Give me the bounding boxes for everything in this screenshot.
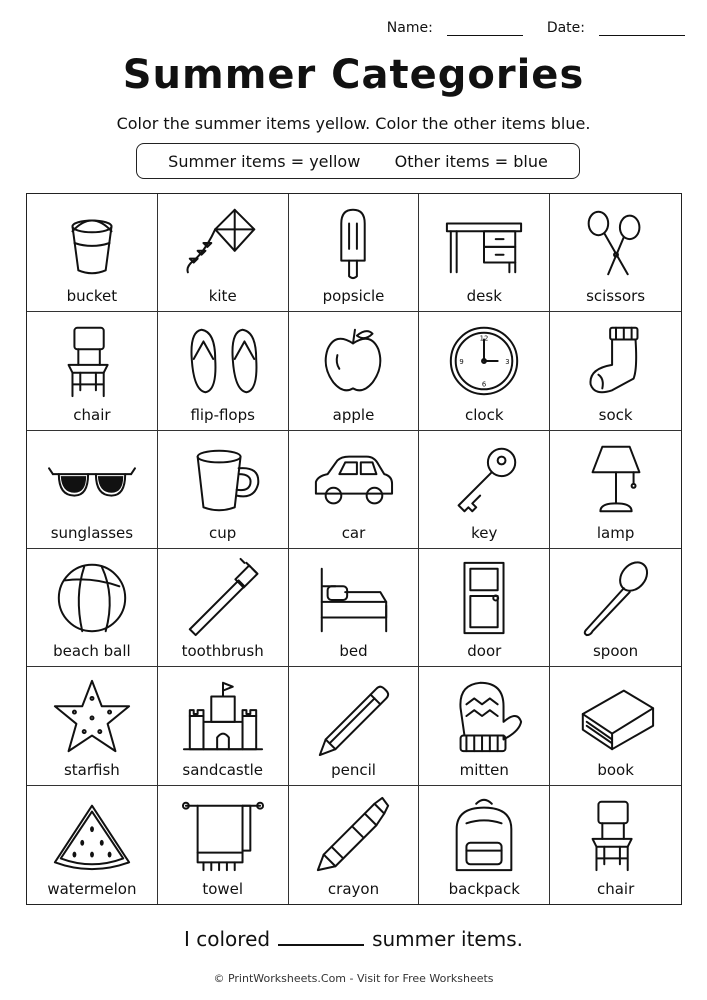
bed-icon	[305, 557, 401, 639]
instructions: Color the summer items yellow. Color the other items blue.	[116, 114, 591, 133]
watermelon-icon	[44, 794, 140, 876]
item-cell-beach-ball[interactable]	[27, 549, 158, 667]
item-label: car	[341, 524, 366, 542]
key-summer: Summer items = yellow	[168, 151, 361, 171]
item-cell-sunglasses[interactable]	[27, 431, 158, 549]
name-label: Name:	[386, 20, 433, 36]
item-label: chair	[73, 405, 111, 424]
item-cell-mitten[interactable]	[419, 667, 550, 785]
item-label: sock	[598, 405, 633, 424]
answer-blank[interactable]	[278, 926, 364, 946]
key-other: Other items = blue	[394, 151, 548, 171]
item-label: sandcastle	[182, 760, 263, 779]
item-label: backpack	[448, 880, 520, 898]
apple-icon	[305, 320, 401, 402]
item-cell-sock[interactable]	[550, 312, 681, 430]
item-label: crayon	[327, 880, 380, 898]
answer-before: I colored	[184, 927, 271, 951]
item-label: bed	[339, 642, 368, 661]
desk-icon	[436, 202, 532, 284]
item-cell-car[interactable]	[289, 431, 420, 549]
item-cell-bucket[interactable]	[27, 194, 158, 312]
scissors-icon	[568, 202, 664, 284]
bucket-icon	[44, 202, 140, 284]
item-cell-towel[interactable]	[158, 786, 289, 904]
book-icon	[568, 675, 664, 757]
item-label: bucket	[66, 287, 118, 306]
pencil-icon	[305, 675, 401, 757]
backpack-icon	[436, 794, 532, 876]
item-cell-lamp[interactable]	[550, 431, 681, 549]
item-label: clock	[465, 405, 504, 424]
mitten-icon	[436, 675, 532, 757]
item-cell-chair[interactable]	[27, 312, 158, 430]
item-label: kite	[208, 287, 237, 306]
date-blank[interactable]	[599, 21, 685, 36]
item-cell-crayon[interactable]	[289, 786, 420, 904]
item-label: pencil	[331, 760, 376, 779]
page-title: Summer Categories	[122, 52, 585, 98]
toothbrush-icon	[175, 557, 271, 639]
towel-icon	[175, 794, 271, 876]
item-cell-scissors[interactable]	[550, 194, 681, 312]
item-cell-apple[interactable]	[289, 312, 420, 430]
item-cell-starfish[interactable]	[27, 667, 158, 785]
chair-icon	[44, 320, 140, 402]
beach-ball-icon	[44, 557, 140, 639]
svg-text:9: 9	[459, 358, 465, 367]
item-label: scissors	[586, 287, 646, 306]
sock-icon	[568, 320, 664, 402]
item-cell-toothbrush[interactable]	[158, 549, 289, 667]
item-cell-flip-flops[interactable]	[158, 312, 289, 430]
item-label: chair	[596, 880, 635, 898]
svg-text:3: 3	[505, 358, 510, 367]
popsicle-icon	[305, 202, 401, 284]
sandcastle-icon	[175, 675, 271, 757]
item-cell-pencil[interactable]	[289, 667, 420, 785]
color-key	[136, 143, 580, 179]
item-label: book	[597, 760, 634, 779]
item-cell-kite[interactable]	[158, 194, 289, 312]
item-cell-watermelon[interactable]	[27, 786, 158, 904]
item-cell-door[interactable]	[419, 549, 550, 667]
svg-text:6: 6	[482, 380, 487, 389]
item-label: toothbrush	[181, 642, 264, 661]
key-icon	[436, 439, 532, 521]
answer-after: summer items.	[372, 927, 523, 951]
item-label: door	[467, 642, 502, 661]
item-cell-desk[interactable]	[419, 194, 550, 312]
spoon-icon	[568, 557, 664, 639]
car-icon	[305, 439, 401, 521]
item-label: beach ball	[53, 642, 131, 661]
item-cell-key[interactable]	[419, 431, 550, 549]
name-blank[interactable]	[447, 21, 523, 36]
item-label: spoon	[592, 642, 639, 661]
footer: © PrintWorksheets.Com - Visit for Free Worksheets	[213, 972, 494, 985]
sunglasses-icon	[44, 439, 140, 521]
item-label: apple	[332, 405, 375, 424]
kite-icon	[175, 202, 271, 284]
item-label: key	[471, 524, 498, 542]
item-cell-popsicle[interactable]	[289, 194, 420, 312]
item-cell-bed[interactable]	[289, 549, 420, 667]
item-label: starfish	[63, 760, 120, 779]
item-label: cup	[209, 524, 237, 542]
item-label: towel	[202, 880, 244, 898]
svg-text:12: 12	[479, 334, 489, 343]
starfish-icon	[44, 675, 140, 757]
item-label: watermelon	[47, 880, 137, 898]
item-label: sunglasses	[50, 524, 134, 542]
item-label: popsicle	[322, 287, 385, 306]
item-cell-backpack[interactable]	[419, 786, 550, 904]
crayon-icon	[305, 794, 401, 876]
item-label: mitten	[459, 760, 509, 779]
door-icon	[436, 557, 532, 639]
item-cell-clock[interactable]	[419, 312, 550, 430]
answer-line	[0, 926, 707, 951]
item-grid	[26, 193, 682, 905]
item-label: flip-flops	[190, 405, 255, 424]
cup-icon	[175, 439, 271, 521]
date-label: Date:	[546, 20, 585, 36]
name-date-line	[387, 20, 685, 36]
item-cell-cup[interactable]	[158, 431, 289, 549]
item-label: desk	[466, 287, 502, 306]
flip-flops-icon	[175, 320, 271, 402]
item-label: lamp	[596, 524, 635, 542]
item-cell-sandcastle[interactable]	[158, 667, 289, 785]
clock-icon	[436, 320, 532, 402]
lamp-icon	[568, 439, 664, 521]
item-cell-spoon[interactable]	[550, 549, 681, 667]
item-cell-book[interactable]	[550, 667, 681, 785]
chair-icon	[568, 794, 664, 876]
item-cell-chair[interactable]	[550, 786, 681, 904]
